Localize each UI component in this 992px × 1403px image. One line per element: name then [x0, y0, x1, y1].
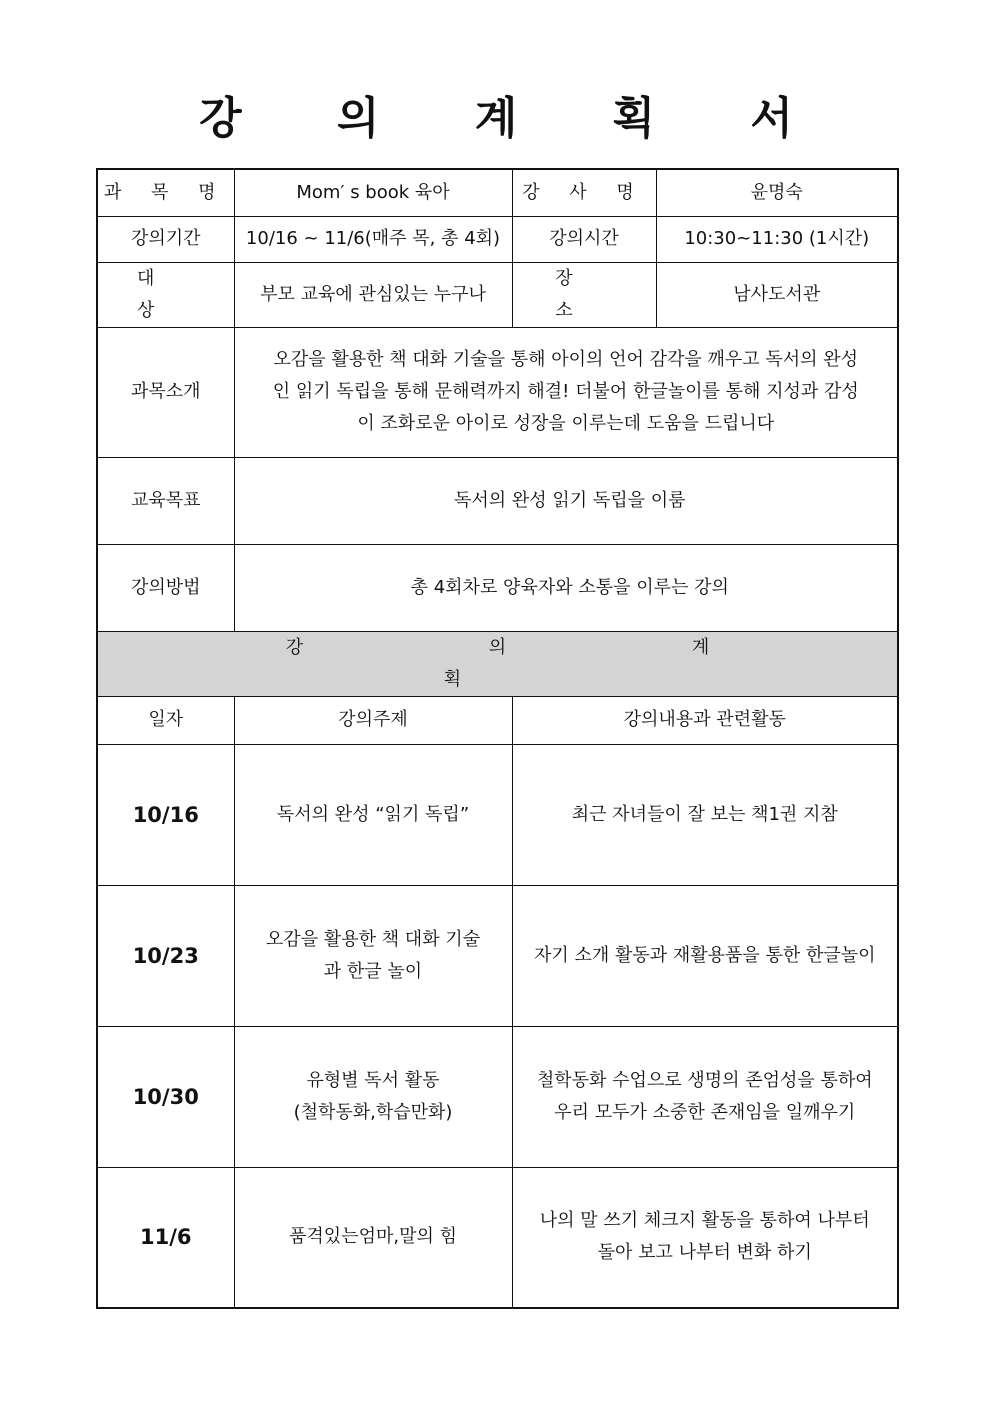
subject-row [97, 169, 898, 216]
plan-topic-line: 오감을 활용한 책 대화 기술 [265, 928, 481, 950]
subject-value: Mom′ s book 육아 [234, 169, 512, 216]
plan-content [512, 885, 898, 1026]
target-label: 대 상 [97, 262, 234, 327]
plan-content [512, 1026, 898, 1167]
goal-value: 독서의 완성 읽기 독립을 이룸 [234, 457, 898, 544]
plan-topic-line: 과 한글 놀이 [323, 960, 423, 982]
plan-content-line: 나의 말 쓰기 체크지 활동을 통하여 나부터 [539, 1210, 870, 1232]
plan-banner: 강 의 계 획 [97, 631, 898, 696]
plan-topic-line: 유형별 독서 활동 [306, 1069, 440, 1091]
method-label: 강의방법 [97, 544, 234, 631]
plan-banner-row [97, 631, 898, 696]
plan-date: 11/6 [97, 1167, 234, 1308]
plan-content-line: 돌아 보고 나부터 변화 하기 [597, 1242, 812, 1264]
plan-content-line: 자기 소개 활동과 재활용품을 통한 한글놀이 [533, 944, 876, 966]
plan-row [97, 885, 898, 1026]
plan-topic-line: 품격있는엄마,말의 힘 [289, 1226, 457, 1248]
plan-date: 10/30 [97, 1026, 234, 1167]
plan-date: 10/16 [97, 744, 234, 885]
period-value: 10/16 ~ 11/6(매주 목, 총 4회) [234, 216, 512, 262]
plan-row [97, 744, 898, 885]
target-value: 부모 교육에 관심있는 누구나 [234, 262, 512, 327]
plan-topic-line: 독서의 완성 “읽기 독립” [276, 803, 470, 825]
plan-topic [234, 744, 512, 885]
intro-line: 인 읽기 독립을 통해 문해력까지 해결! 더불어 한글놀이를 통해 지성과 감성 [272, 381, 859, 402]
plan-content-line: 철학동화 수업으로 생명의 존엄성을 통하여 [536, 1069, 873, 1091]
intro-text [234, 327, 898, 457]
method-row [97, 544, 898, 631]
col-date-header: 일자 [97, 696, 234, 744]
place-value: 남사도서관 [656, 262, 898, 327]
instructor-label: 강 사 명 [512, 169, 656, 216]
lecture-plan-table [96, 168, 899, 1309]
intro-line: 이 조화로운 아이로 성장을 이루는데 도움을 드립니다 [357, 413, 775, 434]
place-label: 장 소 [512, 262, 656, 327]
plan-topic [234, 1167, 512, 1308]
plan-content [512, 744, 898, 885]
plan-header-row [97, 696, 898, 744]
col-topic-header: 강의주제 [234, 696, 512, 744]
instructor-value: 윤명숙 [656, 169, 898, 216]
goal-label: 교육목표 [97, 457, 234, 544]
plan-date: 10/23 [97, 885, 234, 1026]
time-label: 강의시간 [512, 216, 656, 262]
intro-line: 오감을 활용한 책 대화 기술을 통해 아이의 언어 감각을 깨우고 독서의 완성 [273, 349, 859, 370]
col-content-header: 강의내용과 관련활동 [512, 696, 898, 744]
goal-row [97, 457, 898, 544]
plan-topic-line: (철학동화,학습만화) [293, 1101, 453, 1123]
plan-row [97, 1167, 898, 1308]
subject-label: 과 목 명 [97, 169, 234, 216]
time-value: 10:30~11:30 (1시간) [656, 216, 898, 262]
plan-content-line: 우리 모두가 소중한 존재임을 일깨우기 [554, 1101, 856, 1123]
document-title: 강 의 계 획 서 [199, 93, 833, 144]
plan-topic [234, 1026, 512, 1167]
period-row [97, 216, 898, 262]
intro-row [97, 327, 898, 457]
plan-topic [234, 885, 512, 1026]
plan-content-line: 최근 자녀들이 잘 보는 책1권 지참 [571, 803, 838, 825]
method-value: 총 4회차로 양육자와 소통을 이루는 강의 [234, 544, 898, 631]
plan-content [512, 1167, 898, 1308]
intro-label: 과목소개 [97, 327, 234, 457]
plan-row [97, 1026, 898, 1167]
period-label: 강의기간 [97, 216, 234, 262]
target-row [97, 262, 898, 327]
